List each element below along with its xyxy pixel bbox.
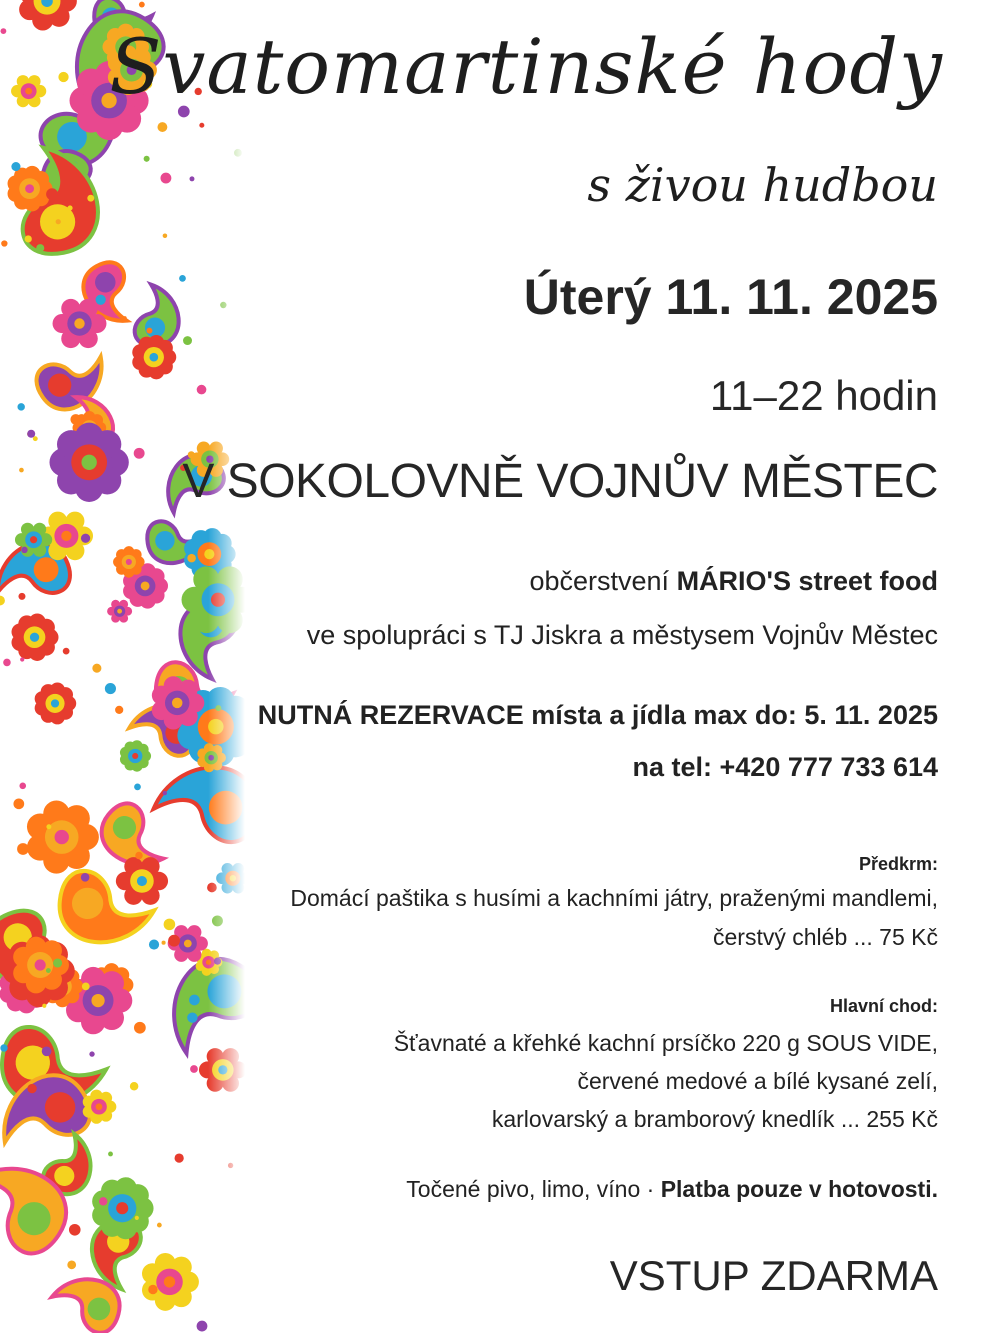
reservation-rest: místa a jídla max do: 5. 11. 2025: [523, 700, 938, 730]
reservation-bold: NUTNÁ REZERVACE: [257, 700, 524, 730]
starter-line: čerstvý chléb ... 75 Kč: [713, 924, 938, 950]
reservation-line: [258, 700, 938, 731]
event-venue: V SOKOLOVNĚ VOJNŮV MĚSTEC: [182, 455, 938, 508]
drinks-text: Točené pivo, limo, víno ·: [406, 1176, 661, 1202]
event-date: Úterý 11. 11. 2025: [523, 269, 938, 325]
main-course-line: Šťavnaté a křehké kachní prsíčko 220 g SOUS VIDE,: [393, 1030, 938, 1056]
event-subtitle: s živou hudbou: [587, 158, 938, 212]
catering-name: MÁRIO'S street food: [676, 566, 938, 596]
starter-heading: Předkrm:: [858, 854, 938, 874]
event-hours: 11–22 hodin: [709, 372, 938, 419]
main-course-line: karlovarský a bramborový knedlík ... 255 Kč: [491, 1106, 938, 1132]
starter-line: Domácí paštika s husími a kachními játry, praženými mandlemi,: [290, 885, 938, 911]
main-course-line: červené medové a bílé kysané zelí,: [577, 1068, 938, 1094]
catering-line: [529, 566, 938, 597]
main-course-heading: Hlavní chod:: [829, 996, 938, 1016]
cooperation-line: ve spolupráci s TJ Jiskra a městysem Vojnův Městec: [306, 620, 938, 650]
poster-content: [109, 0, 943, 1333]
catering-prefix: občerstvení: [529, 566, 677, 596]
event-title: Svatomartinské hody: [109, 22, 943, 111]
free-entry: VSTUP ZDARMA: [609, 1252, 938, 1299]
payment-note: Platba pouze v hotovosti.: [660, 1176, 938, 1202]
folk-floral-border-icon: [0, 0, 245, 1333]
reservation-phone: na tel: +420 777 733 614: [632, 752, 938, 782]
drinks-payment-line: [406, 1176, 938, 1203]
